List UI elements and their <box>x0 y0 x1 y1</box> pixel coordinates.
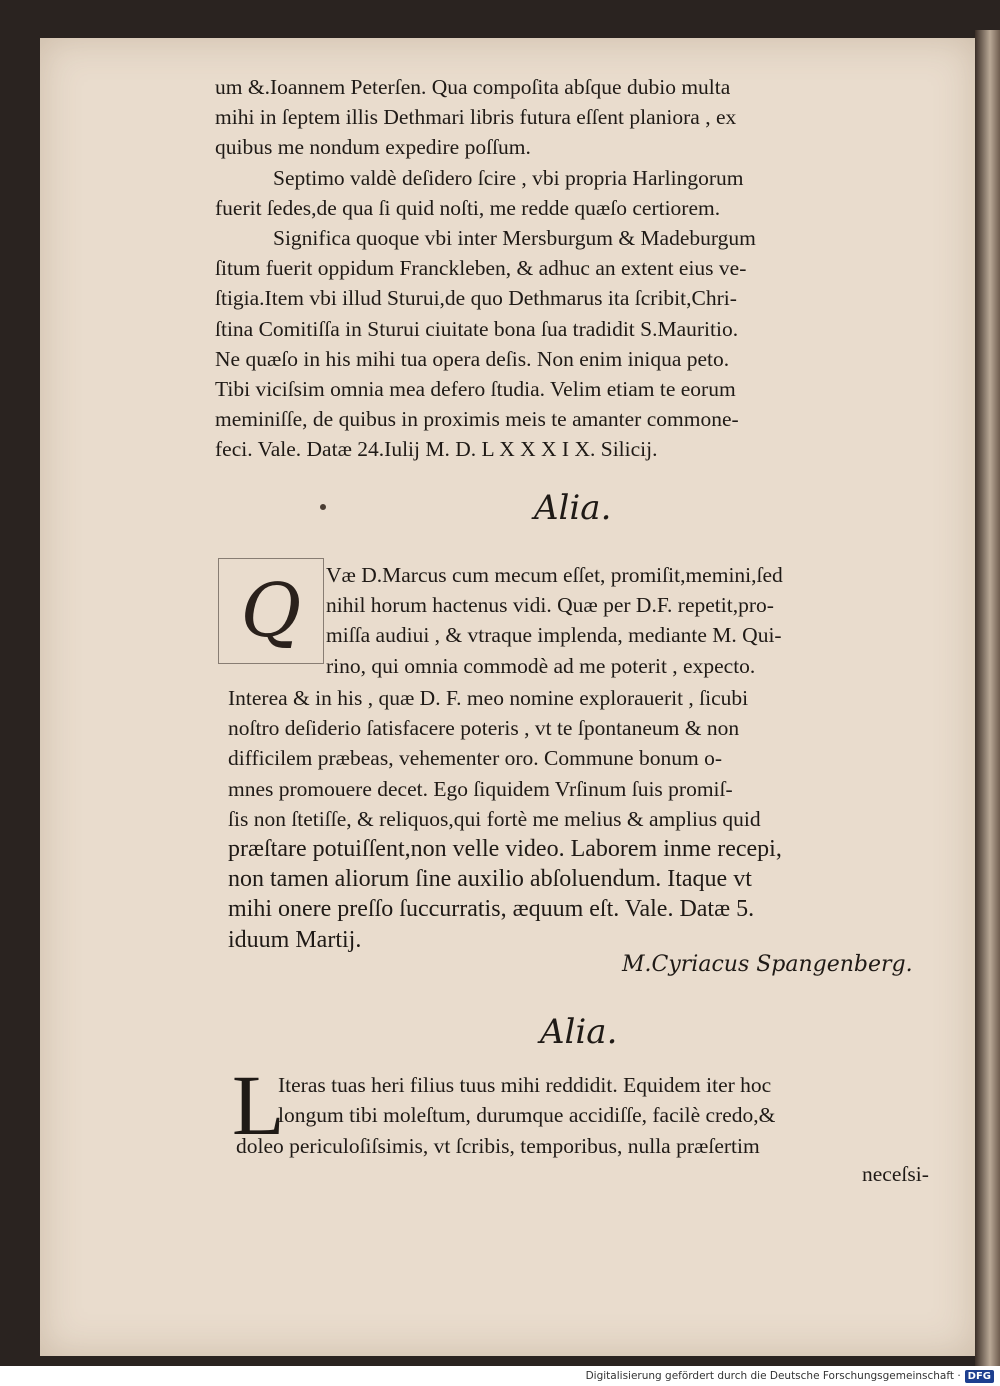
text-line: Interea & in his , quæ D. F. meo nomine explorauerit , ſicubi <box>228 686 749 710</box>
text-line: noſtro deſiderio ſatisfacere poteris , vt te ſpontaneum & non <box>228 716 740 741</box>
text-line: um &.Ioannem Peterſen. Qua compoſita abſque dubio multa <box>215 75 731 99</box>
dfg-logo-icon: DFG <box>965 1370 994 1383</box>
section-heading-alia-2: Alia. <box>540 1012 618 1052</box>
text-line: mihi onere preſſo ſuccurratis, æquum eſt. Vale. Datæ 5. <box>228 896 755 923</box>
paragraph-3 <box>236 1131 966 1161</box>
decorated-initial <box>218 558 324 664</box>
text-line: mihi in ſeptem illis Dethmari libris futura eſſent planiora , ex <box>215 105 737 130</box>
text-line: miſſa audiui , & vtraque implenda, mediante M. Qui- <box>326 623 782 648</box>
text-line: longum tibi moleſtum, durumque accidiſſe, facilè credo,& <box>278 1103 776 1128</box>
text-line: fuerit ſedes,de qua ſi quid noſti, me redde quæſo certiorem. <box>215 195 721 220</box>
text-line: Ne quæſo in his mihi tua opera deſis. Non enim iniqua peto. <box>215 346 730 371</box>
text-line: nihil horum hactenus vidi. Quæ per D.F. repetit,pro- <box>326 593 774 618</box>
text-line: ſis non ſtetiſſe, & reliquos,qui fortè me melius & amplius quid <box>228 806 761 831</box>
text-line: ſtina Comitiſſa in Sturui ciuitate bona ſua tradidit S.Mauritio. <box>215 316 739 341</box>
text-line: Significa quoque vbi inter Mersburgum & Madeburgum <box>273 225 756 250</box>
signature: M.Cyriacus Spangenberg. <box>622 952 913 977</box>
text-line: Tibi viciſsim omnia mea defero ſtudia. Velim etiam te eorum <box>215 376 736 401</box>
text-line: præſtare potuiſſent,non velle video. Laborem inme recepi, <box>228 835 782 862</box>
text-line: iduum Martij. <box>228 926 362 953</box>
paragraph-1 <box>215 72 955 464</box>
footer-bar <box>0 1366 1000 1386</box>
text-line: ſitum fuerit oppidum Franckleben, & adhuc an extent eius ve- <box>215 256 747 281</box>
text-line: feci. Vale. Datæ 24.Iulij M. D. L X X X I X. Silicij. <box>215 437 658 462</box>
text-line: Iteras tuas heri filius tuus mihi reddidit. Equidem iter hoc <box>278 1073 772 1097</box>
initial-letter: Q <box>240 568 302 654</box>
text-line: meminiſſe, de quibus in proximis meis te amanter commone- <box>215 407 739 432</box>
paragraph-2 <box>228 683 968 955</box>
text-line: rino, qui omnia commodè ad me poterit , expecto. <box>326 653 756 678</box>
footer-credit: Digitalisierung gefördert durch die Deutsche Forschungsgemeinschaft · <box>585 1370 961 1382</box>
text-line: Septimo valdè deſidero ſcire , vbi propria Harlingorum <box>273 165 744 190</box>
text-line: difficilem præbeas, vehementer oro. Commune bonum o- <box>228 746 722 771</box>
paragraph-2-first <box>326 560 946 681</box>
paragraph-3-first <box>278 1070 968 1130</box>
catchword: neceſsi- <box>862 1162 929 1186</box>
initial-letter-l: L <box>232 1057 285 1153</box>
page-edge <box>975 30 1000 1366</box>
text-line: doleo periculoſiſsimis, vt ſcribis, temporibus, nulla præſertim <box>236 1134 760 1158</box>
text-line: ſtigia.Item vbi illud Sturui,de quo Dethmarus ita ſcribit,Chri- <box>215 286 737 311</box>
ink-mark <box>320 504 326 510</box>
text-line: mnes promouere decet. Ego ſiquidem Vrſinum ſuis promiſ- <box>228 776 733 801</box>
section-heading-alia: Alia. <box>534 488 612 528</box>
text-line: Væ D.Marcus cum mecum eſſet, promiſit,memini,ſed <box>326 563 783 587</box>
text-line: non tamen aliorum ſine auxilio abſoluendum. Itaque vt <box>228 866 752 893</box>
text-line: quibus me nondum expedire poſſum. <box>215 135 531 160</box>
